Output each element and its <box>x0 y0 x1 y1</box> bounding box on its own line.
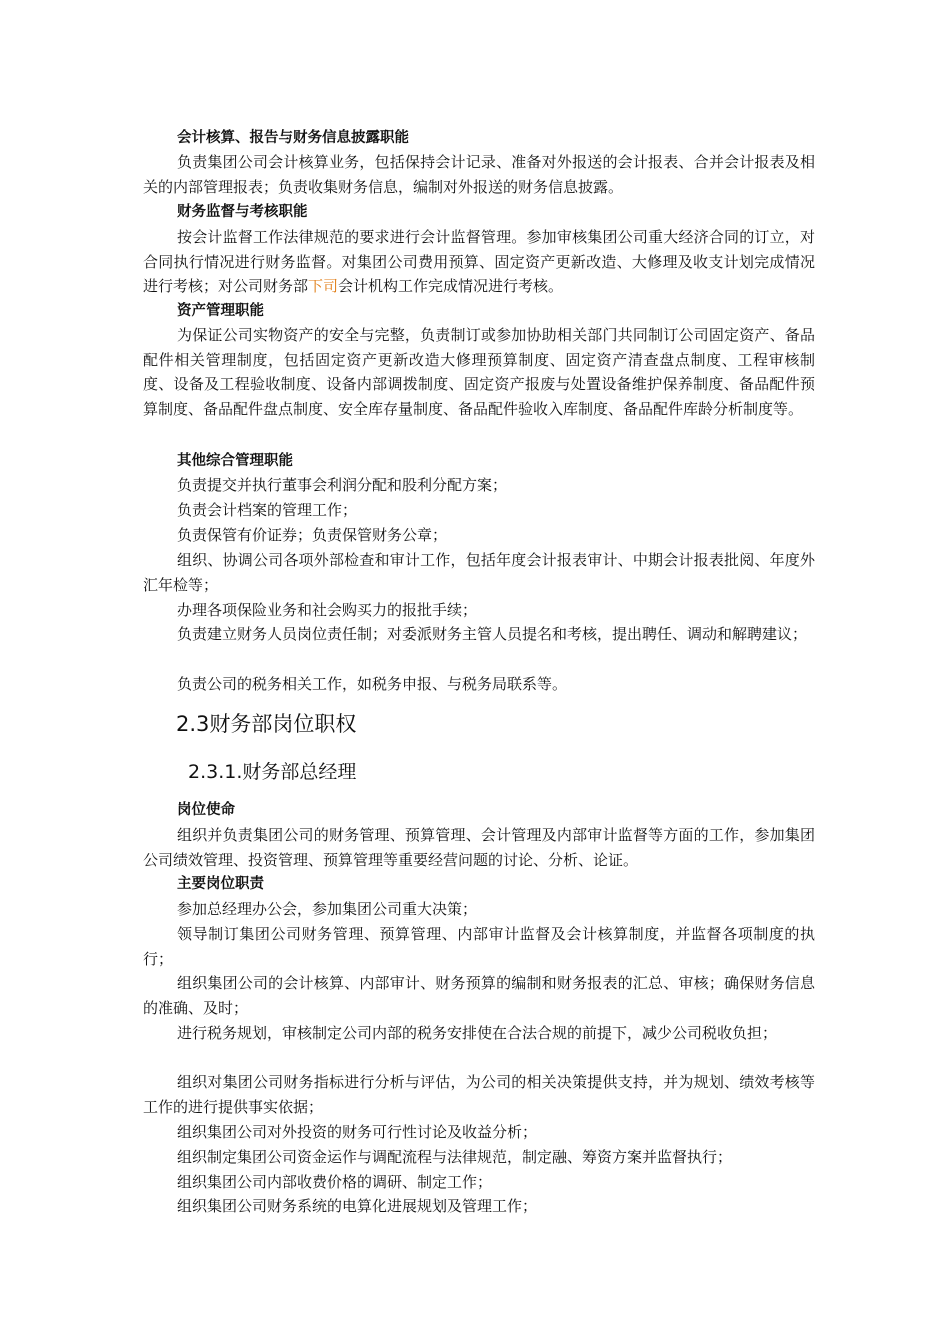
duty-item-2: 领导制订集团公司财务管理、预算管理、内部审计监督及会计核算制度，并监督各项制度的执行； <box>143 925 815 968</box>
duty-item-5: 组织对集团公司财务指标进行分析与评估，为公司的相关决策提供支持，并为规划、绩效考核等工作的进行提供事实依据； <box>143 1073 815 1116</box>
paragraph-other-3: 负责保管有价证券；负责保管财务公章； <box>177 526 448 544</box>
paragraph-accounting: 负责集团公司会计核算业务，包括保持会计记录、准备对外报送的会计报表、合并会计报表及相关的内部管理报表；负责收集财务信息，编制对外报送的财务信息披露。 <box>143 153 815 196</box>
paragraph-mission: 组织并负责集团公司的财务管理、预算管理、会计管理及内部审计监督等方面的工作，参加集团公司绩效管理、投资管理、预算管理等重要经营问题的讨论、分析、论证。 <box>143 826 815 869</box>
duty-item-6: 组织集团公司对外投资的财务可行性讨论及收益分析； <box>177 1123 538 1141</box>
section-title-accounting: 会计核算、报告与财务信息披露职能 <box>177 130 409 146</box>
duty-item-9: 组织集团公司财务系统的电算化进展规划及管理工作； <box>177 1197 538 1215</box>
section-title-duties: 主要岗位职责 <box>177 876 264 892</box>
paragraph-supervision-text-end: 会计机构工作完成情况进行考核。 <box>338 277 564 296</box>
heading-2-3: 2.3财务部岗位职权 <box>176 712 357 736</box>
duty-item-1: 参加总经理办公会，参加集团公司重大决策； <box>177 900 478 918</box>
section-title-mission: 岗位使命 <box>177 802 235 818</box>
duty-item-4: 进行税务规划，审核制定公司内部的税务安排使在合法合规的前提下，减少公司税收负担； <box>177 1024 778 1042</box>
paragraph-supervision-text: 按会计监督工作法律规范的要求进行会计监督管理。参加审核集团公司重大经济合同的订立，对合同执行情况进行财务监督。对集团公司费用预算、固定资产更新改造、大修理及收支计划完成情况进行考核；对公司财务部 <box>143 228 815 296</box>
paragraph-assets: 为保证公司实物资产的安全与完整，负责制订或参加协助相关部门共同制订公司固定资产、备品配件相关管理制度，包括固定资产更新改造大修理预算制度、固定资产清查盘点制度、工程审核制度、设备及工程验收制度、设备内部调拨制度、固定资产报废与处置设备维护保养制度、备品配件预算制度、备品配件盘点制度、安全库存量制度、备品配件验收入库制度、备品配件库龄分析制度等。 <box>143 326 815 418</box>
paragraph-other-2: 负责会计档案的管理工作； <box>177 501 358 519</box>
section-title-supervision: 财务监督与考核职能 <box>177 204 308 220</box>
paragraph-other-7: 负责公司的税务相关工作，如税务申报、与税务局联系等。 <box>177 675 568 693</box>
paragraph-other-1: 负责提交并执行董事会利润分配和股利分配方案； <box>177 476 508 494</box>
duty-item-3: 组织集团公司的会计核算、内部审计、财务预算的编制和财务报表的汇总、审核；确保财务信息的准确、及时； <box>143 974 815 1017</box>
paragraph-other-5: 办理各项保险业务和社会购买力的报批手续； <box>177 601 478 619</box>
paragraph-supervision <box>143 225 815 299</box>
paragraph-other-4: 组织、协调公司各项外部检查和审计工作，包括年度会计报表审计、中期会计报表批阅、年度外汇年检等； <box>143 551 815 594</box>
duty-item-7: 组织制定集团公司资金运作与调配流程与法律规范，制定融、筹资方案并监督执行； <box>177 1148 733 1166</box>
section-title-assets: 资产管理职能 <box>177 303 264 319</box>
paragraph-other-6: 负责建立财务人员岗位责任制；对委派财务主管人员提名和考核，提出聘任、调动和解聘建议； <box>177 625 808 643</box>
duty-item-8: 组织集团公司内部收费价格的调研、制定工作； <box>177 1173 493 1191</box>
highlighted-term: 下司 <box>308 277 339 296</box>
section-title-other: 其他综合管理职能 <box>177 453 293 469</box>
heading-2-3-1: 2.3.1.财务部总经理 <box>188 761 357 783</box>
